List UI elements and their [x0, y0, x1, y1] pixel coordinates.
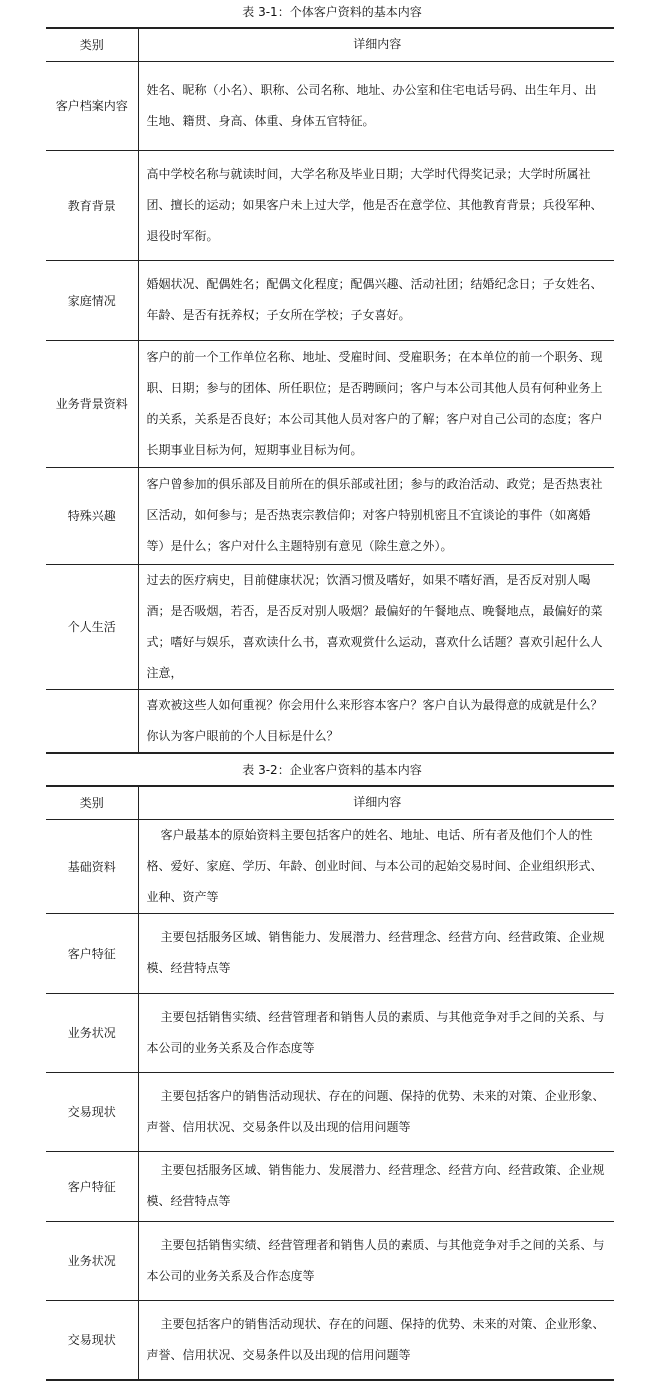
row-detail: 主要包括客户的销售活动现状、存在的问题、保持的优势、未来的对策、企业形象、声誉、信用状况、交易条件以及出现的信用问题等: [138, 1072, 614, 1151]
table-row: [46, 260, 614, 340]
row-detail: 主要包括服务区域、销售能力、发展潜力、经营理念、经营方向、经营政策、企业规模、经营特点等: [138, 1151, 614, 1221]
table-row: [46, 1300, 614, 1380]
table1-header-detail: 详细内容: [138, 28, 614, 61]
table2-header-detail: 详细内容: [138, 786, 614, 819]
table-row: [46, 61, 614, 150]
table-row: [46, 1072, 614, 1151]
row-category: 个人生活: [46, 564, 138, 689]
table-row: [46, 1151, 614, 1221]
table1-header-row: [46, 28, 614, 61]
row-detail: 喜欢被这些人如何重视？你会用什么来形容本客户？客户自认为最得意的成就是什么？你认为客户眼前的个人目标是什么？: [138, 689, 614, 753]
row-category: 客户档案内容: [46, 61, 138, 150]
row-detail: 客户曾参加的俱乐部及目前所在的俱乐部或社团；参与的政治活动、政党；是否热衷社区活动，如何参与；是否热衷宗教信仰；对客户特别机密且不宜谈论的事件（如离婚等）是什么；客户对什么主题特别有意见（除生意之外）。: [138, 467, 614, 564]
table-row: [46, 993, 614, 1072]
row-category: 交易现状: [46, 1072, 138, 1151]
row-category: 业务背景资料: [46, 340, 138, 467]
row-category: 家庭情况: [46, 260, 138, 340]
table2-caption: 表 3-2：企业客户资料的基本内容: [242, 763, 422, 777]
table-row: [46, 1221, 614, 1300]
row-detail: 过去的医疗病史，目前健康状况；饮酒习惯及嗜好，如果不嗜好酒，是否反对别人喝酒；是否吸烟，若否，是否反对别人吸烟？最偏好的午餐地点、晚餐地点，最偏好的菜式；嗜好与娱乐，喜欢读什么书，喜欢观赏什么运动，喜欢什么话题？喜欢引起什么人注意，: [138, 564, 614, 689]
table-row: [46, 340, 614, 467]
row-detail: 主要包括销售实绩、经营管理者和销售人员的素质、与其他竞争对手之间的关系、与本公司的业务关系及合作态度等: [138, 1221, 614, 1300]
table-row: [46, 150, 614, 260]
table-row: [46, 467, 614, 564]
table-row: [46, 819, 614, 913]
table-row: [46, 564, 614, 689]
table-row: [46, 913, 614, 993]
row-category: 教育背景: [46, 150, 138, 260]
row-category: [46, 689, 138, 753]
table1-caption: 表 3-1：个体客户资料的基本内容: [242, 5, 422, 19]
table1-header-category: 类别: [46, 28, 138, 61]
table1: [46, 27, 614, 754]
table2-header-row: [46, 786, 614, 819]
table2-header-category: 类别: [46, 786, 138, 819]
row-detail: 主要包括销售实绩、经营管理者和销售人员的素质、与其他竞争对手之间的关系、与本公司的业务关系及合作态度等: [138, 993, 614, 1072]
row-category: 特殊兴趣: [46, 467, 138, 564]
table-row: [46, 689, 614, 753]
row-detail: 客户的前一个工作单位名称、地址、受雇时间、受雇职务；在本单位的前一个职务、现职、日期；参与的团体、所任职位；是否聘顾问；客户与本公司其他人员有何种业务上的关系，关系是否良好；本公司其他人员对客户的了解；客户对自己公司的态度；客户长期事业目标为何，短期事业目标为何。: [138, 340, 614, 467]
row-category: 交易现状: [46, 1300, 138, 1380]
row-detail: 客户最基本的原始资料主要包括客户的姓名、地址、电话、所有者及他们个人的性格、爱好、家庭、学历、年龄、创业时间、与本公司的起始交易时间、企业组织形式、业种、资产等: [138, 819, 614, 913]
row-category: 业务状况: [46, 1221, 138, 1300]
row-category: 基础资料: [46, 819, 138, 913]
row-detail: 姓名、昵称（小名）、职称、公司名称、地址、办公室和住宅电话号码、出生年月、出生地、籍贯、身高、体重、身体五官特征。: [138, 61, 614, 150]
table2: [46, 785, 614, 1381]
row-detail: 主要包括客户的销售活动现状、存在的问题、保持的优势、未来的对策、企业形象、声誉、信用状况、交易条件以及出现的信用问题等: [138, 1300, 614, 1380]
row-detail: 主要包括服务区域、销售能力、发展潜力、经营理念、经营方向、经营政策、企业规模、经营特点等: [138, 913, 614, 993]
row-category: 客户特征: [46, 1151, 138, 1221]
row-category: 业务状况: [46, 993, 138, 1072]
row-category: 客户特征: [46, 913, 138, 993]
row-detail: 高中学校名称与就读时间，大学名称及毕业日期；大学时代得奖记录；大学时所属社团、擅长的运动；如果客户未上过大学，他是否在意学位、其他教育背景；兵役军种、退役时军衔。: [138, 150, 614, 260]
row-detail: 婚姻状况、配偶姓名；配偶文化程度；配偶兴趣、活动社团；结婚纪念日；子女姓名、年龄、是否有抚养权；子女所在学校；子女喜好。: [138, 260, 614, 340]
